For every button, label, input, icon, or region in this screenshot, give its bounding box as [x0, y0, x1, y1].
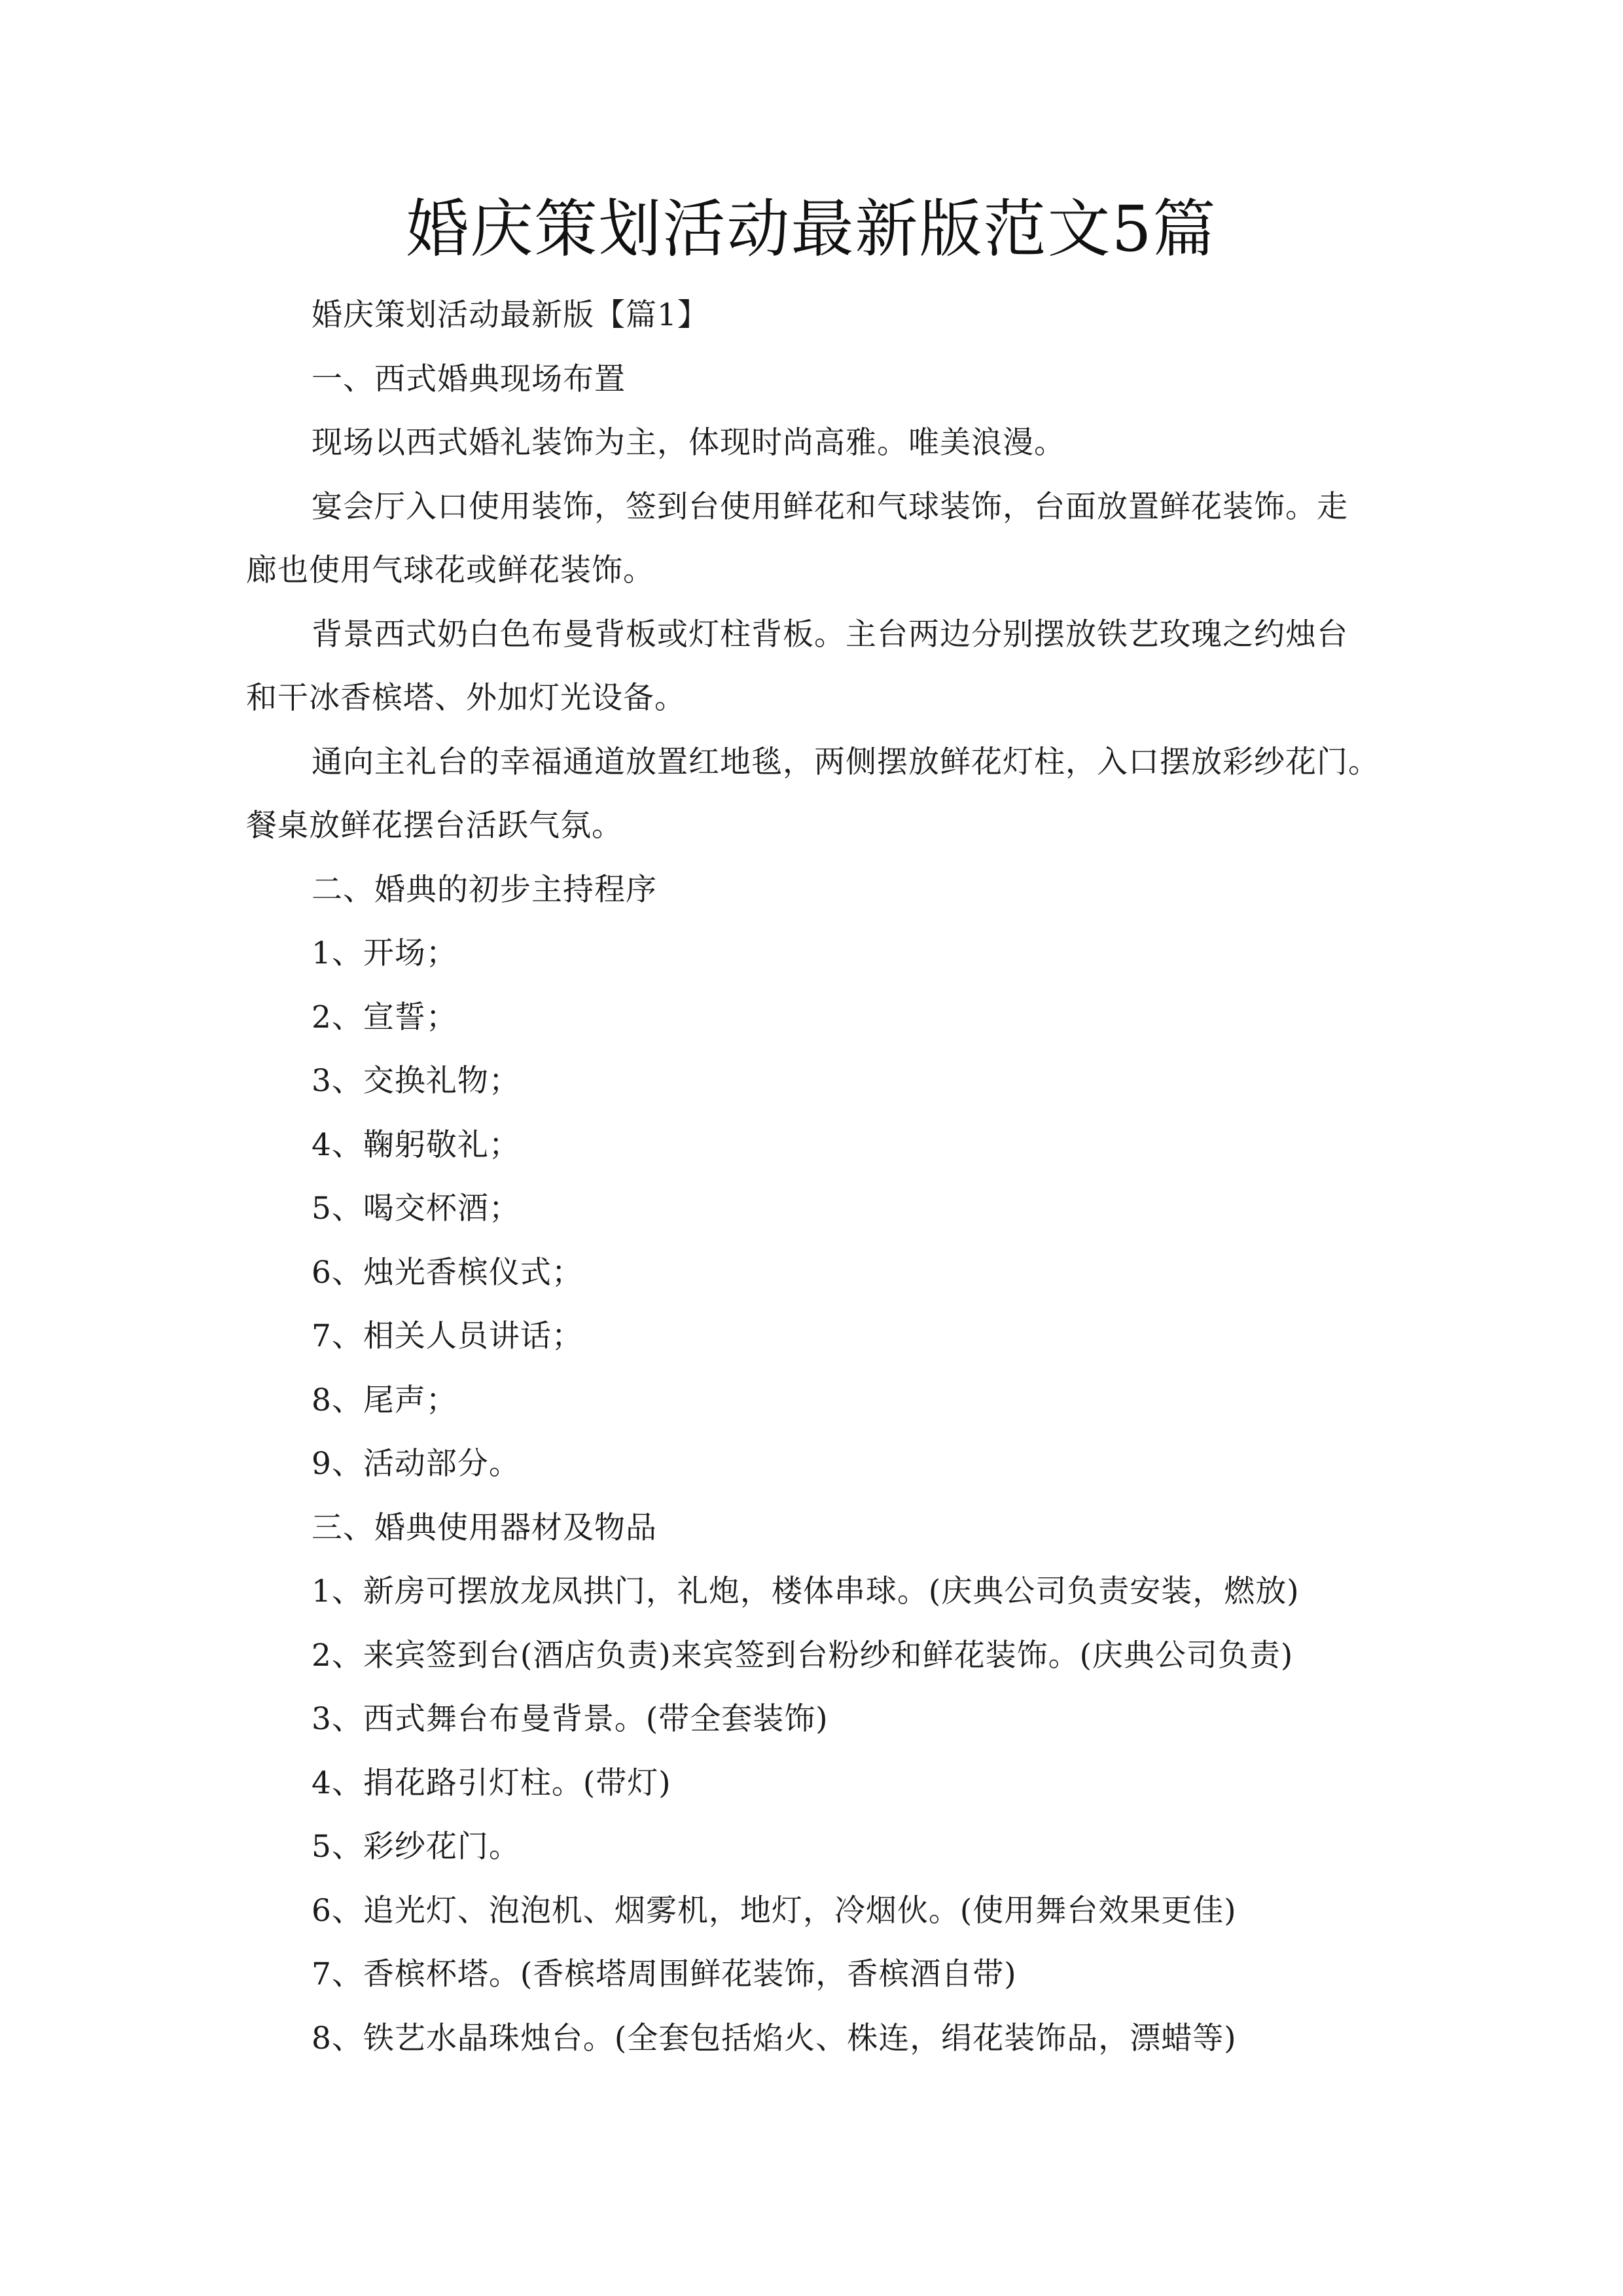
list-item: 3、西式舞台布曼背景。(带全套装饰) — [312, 1701, 829, 1737]
list-item: 1、新房可摆放龙凤拱门，礼炮，楼体串球。(庆典公司负责安装，燃放) — [312, 1573, 1300, 1609]
document-body — [246, 283, 1385, 2070]
list-item: 8、尾声； — [312, 1382, 457, 1418]
list-item: 2、来宾签到台(酒店负责)来宾签到台粉纱和鲜花装饰。(庆典公司负责) — [312, 1637, 1294, 1674]
paragraph-2-line-2: 廊也使用气球花或鲜花装饰。 — [246, 552, 654, 588]
list-item: 4、捐花路引灯柱。(带灯) — [312, 1765, 671, 1801]
section-3-heading: 三、婚典使用器材及物品 — [312, 1509, 657, 1546]
paragraph-4-line-1: 通向主礼台的幸福通道放置红地毯，两侧摆放鲜花灯柱，入口摆放彩纱花门。 — [312, 744, 1380, 780]
list-item: 2、宣誓； — [312, 999, 457, 1035]
list-item: 5、喝交杯酒； — [312, 1191, 520, 1227]
list-item: 6、追光灯、泡泡机、烟雾机，地灯，冷烟伙。(使用舞台效果更佳) — [312, 1892, 1237, 1929]
paragraph-2-line-1: 宴会厅入口使用装饰，签到台使用鲜花和气球装饰，台面放置鲜花装饰。走 — [312, 488, 1348, 525]
section-2-heading: 二、婚典的初步主持程序 — [312, 871, 657, 908]
list-item: 8、铁艺水晶珠烛台。(全套包括焰火、株连，绢花装饰品，漂蜡等) — [312, 2020, 1237, 2056]
list-item: 7、香槟杯塔。(香槟塔周围鲜花装饰，香槟酒自带) — [312, 1956, 1017, 1992]
article-subtitle: 婚庆策划活动最新版【篇1】 — [312, 297, 709, 333]
list-item: 5、彩纱花门。 — [312, 1829, 520, 1865]
list-item: 3、交换礼物； — [312, 1063, 520, 1099]
list-item: 1、开场； — [312, 935, 457, 971]
paragraph-3-line-2: 和干冰香槟塔、外加灯光设备。 — [246, 680, 686, 716]
section-1-heading: 一、西式婚典现场布置 — [312, 361, 626, 397]
paragraph-1: 现场以西式婚礼装饰为主，体现时尚高雅。唯美浪漫。 — [312, 425, 1065, 461]
paragraph-3-line-1: 背景西式奶白色布曼背板或灯柱背板。主台两边分别摆放铁艺玫瑰之约烛台 — [312, 616, 1348, 653]
list-item: 6、烛光香槟仪式； — [312, 1254, 583, 1291]
list-item: 4、鞠躬敬礼； — [312, 1126, 520, 1163]
list-item: 9、活动部分。 — [312, 1446, 520, 1482]
paragraph-4-line-2: 餐桌放鲜花摆台活跃气氛。 — [246, 808, 623, 844]
document-title: 婚庆策划活动最新版范文5篇 — [406, 192, 1217, 266]
list-item: 7、相关人员讲话； — [312, 1318, 583, 1354]
